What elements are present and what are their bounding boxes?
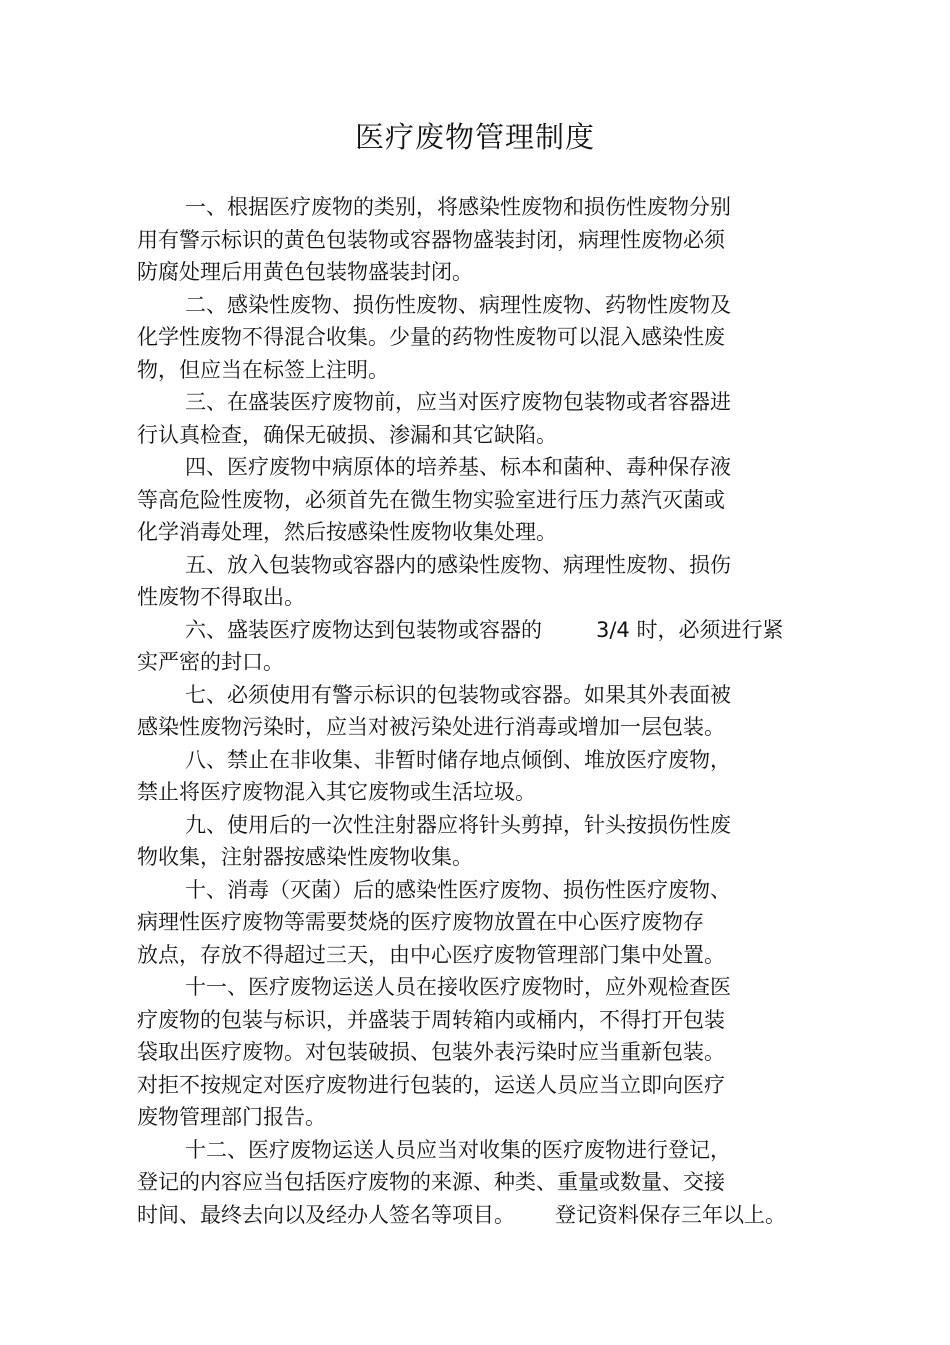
text-line: 十、消毒（灭菌）后的感染性医疗废物、损伤性医疗废物、: [185, 877, 731, 902]
text-line: 九、使用后的一次性注射器应将针头剪掉，针头按损伤性废: [185, 812, 731, 837]
text-line: 五、放入包装物或容器内的感染性废物、病理性废物、损伤: [185, 552, 731, 577]
text-line: 登记的内容应当包括医疗废物的来源、种类、重量或数量、交接: [137, 1170, 725, 1194]
text-line: 病理性医疗废物等需要焚烧的医疗废物放置在中心医疗废物存: [137, 910, 704, 934]
text-line: 疗废物的包装与标识，并盛装于周转箱内或桶内，不得打开包装: [137, 1007, 725, 1032]
text-line: [137, 614, 837, 647]
text-line: 对拒不按规定对医疗废物进行包装的，运送人员应当立即向医疗: [137, 1072, 725, 1097]
text-segment: 时间、最终去向以及经办人签名等项目。: [137, 1202, 515, 1227]
text-segment: 3/4 时，必须进行紧: [596, 617, 784, 642]
text-line: 用有警示标识的黄色包装物或容器物盛装封闭，病理性废物必须: [137, 227, 725, 252]
text-line: 十一、医疗废物运送人员在接收医疗废物时，应外观检查医: [185, 975, 731, 999]
document-title: 医疗废物管理制度: [354, 120, 595, 154]
text-line: 物收集，注射器按感染性废物收集。: [137, 845, 473, 869]
text-line: 废物管理部门报告。: [137, 1105, 326, 1129]
text-line: 化学消毒处理，然后按感染性废物收集处理。: [137, 520, 557, 544]
text-segment: 登记资料保存三年以上。: [555, 1202, 786, 1227]
text-line: 物，但应当在标签上注明。: [137, 357, 389, 382]
text-line: 实严密的封口。: [137, 650, 284, 674]
text-line: [137, 1199, 837, 1232]
document-body: [137, 191, 837, 1231]
text-line: 十二、医疗废物运送人员应当对收集的医疗废物进行登记，: [185, 1137, 731, 1162]
text-line: 禁止将医疗废物混入其它废物或生活垃圾。: [137, 780, 536, 804]
text-line: 袋取出医疗废物。对包装破损、包装外表污染时应当重新包装。: [137, 1040, 725, 1064]
text-line: 一、根据医疗废物的类别，将感染性废物和损伤性废物分别: [185, 195, 731, 219]
text-line: 七、必须使用有警示标识的包装物或容器。如果其外表面被: [185, 682, 731, 707]
text-line: 感染性废物污染时，应当对被污染处进行消毒或增加一层包装。: [137, 715, 725, 739]
text-line: 行认真检查，确保无破损、渗漏和其它缺陷。: [137, 422, 557, 447]
text-line: 八、禁止在非收集、非暂时储存地点倾倒、堆放医疗废物，: [185, 747, 731, 772]
text-line: 化学性废物不得混合收集。少量的药物性废物可以混入感染性废: [137, 325, 725, 349]
text-line: 二、感染性废物、损伤性废物、病理性废物、药物性废物及: [185, 292, 731, 317]
text-line: 四、医疗废物中病原体的培养基、标本和菌种、毒种保存液: [185, 455, 731, 479]
text-line: 等高危险性废物，必须首先在微生物实验室进行压力蒸汽灭菌或: [137, 487, 725, 512]
text-line: 性废物不得取出。: [137, 585, 305, 609]
text-line: 三、在盛装医疗废物前，应当对医疗废物包装物或者容器进: [185, 390, 731, 414]
text-segment: 六、盛装医疗废物达到包装物或容器的: [185, 617, 542, 642]
text-line: 防腐处理后用黄色包装物盛装封闭。: [137, 260, 473, 284]
text-line: 放点，存放不得超过三天，由中心医疗废物管理部门集中处置。: [137, 942, 725, 967]
